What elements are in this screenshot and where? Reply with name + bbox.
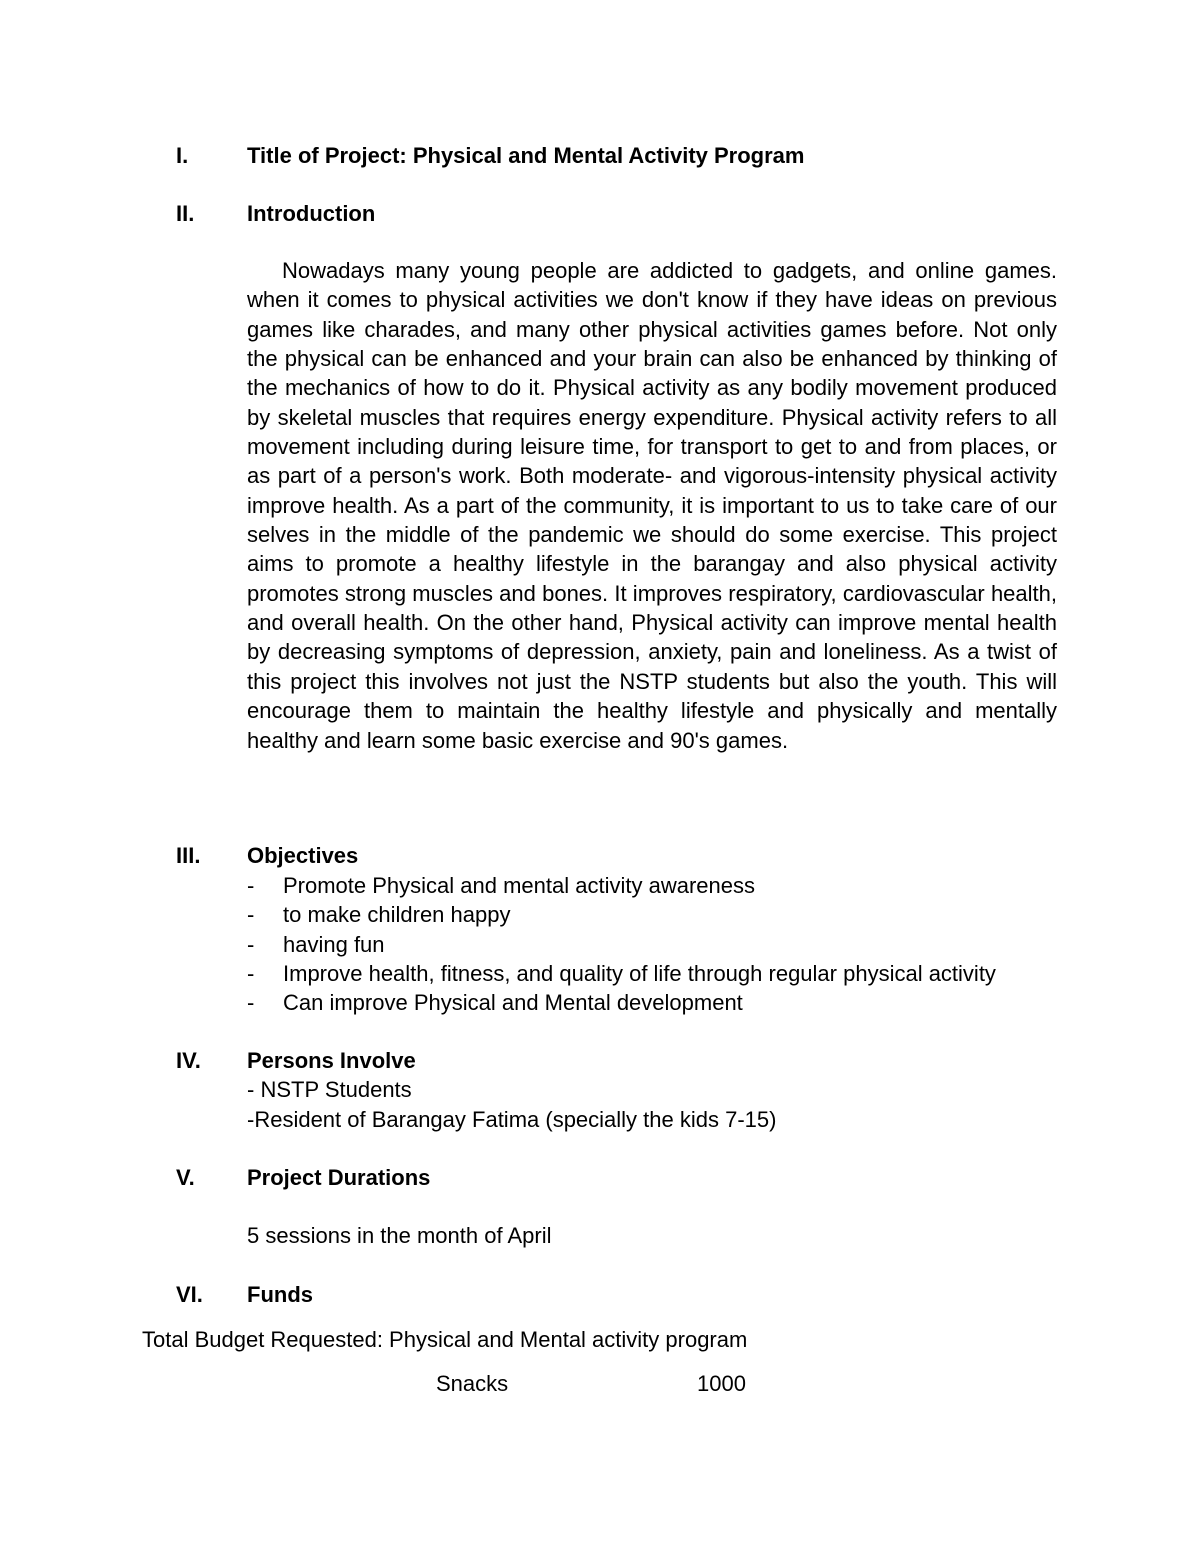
dash-bullet: - (247, 961, 255, 987)
section-heading: Persons Involve (247, 1048, 416, 1073)
introduction-paragraph: Nowadays many young people are addicted to gadgets, and online games. when it comes to physical activities we don't know if they have ideas on previous games like charades, and many other physical activities games before. Not only the physical can be enhanced and your brain can also be enhanced by thinking of the mechanics of how to do it. Physical activity as any bodily movement produced by skeletal muscles that requires energy expenditure. Physical activity refers to all movement including during leisure time, for transport to get to and from places, or as part of a person's work. Both moderate- and vigorous-intensity physical activity improve health. As a part of the community, it is important to us to take care of our selves in the middle of the pandemic we should do some exercise. This project aims to promote a healthy lifestyle in the barangay and also physical activity promotes strong muscles and bones. It improves respiratory, cardiovascular health, and overall health. On the other hand, Physical activity can improve mental health by decreasing symptoms of depression, anxiety, pain and loneliness. As a twist of this project this involves not just the NSTP students but also the youth. This will encourage them to maintain the healthy lifestyle and physically and mentally healthy and learn some basic exercise and 90's games. (247, 258, 1057, 753)
budget-item-amount: 1000 (697, 1371, 746, 1396)
person-item-nstp: - NSTP Students (247, 1077, 412, 1102)
dash-bullet: - (247, 931, 255, 957)
section-title-of-project (0, 141, 1200, 171)
section-numeral: II. (176, 201, 195, 226)
section-heading: Title of Project: Physical and Mental Activity Program (247, 143, 805, 168)
dash-bullet: - (247, 873, 255, 898)
budget-item-label: Snacks (436, 1371, 509, 1396)
section-heading: Funds (247, 1282, 313, 1307)
section-objectives (0, 841, 1200, 871)
objective-text: Can improve Physical and Mental development (283, 990, 743, 1016)
section-numeral: VI. (176, 1282, 203, 1307)
person-item-residents: -Resident of Barangay Fatima (specially the kids 7-15) (247, 1107, 777, 1132)
section-numeral: V. (176, 1165, 195, 1190)
list-item (247, 900, 996, 929)
objective-text: to make children happy (283, 902, 511, 928)
list-item (247, 930, 996, 959)
list-item (247, 988, 996, 1017)
objectives-list (247, 871, 996, 1018)
dash-bullet: - (247, 990, 255, 1016)
section-persons-involve (0, 1046, 1200, 1076)
objective-text: Promote Physical and mental activity awareness (283, 873, 755, 898)
section-heading: Introduction (247, 201, 376, 226)
objective-text: having fun (283, 931, 385, 957)
duration-text: 5 sessions in the month of April (247, 1223, 552, 1248)
objective-text: Improve health, fitness, and quality of life through regular physical activity (283, 961, 996, 987)
dash-bullet: - (247, 902, 255, 928)
list-item (247, 871, 996, 900)
list-item (247, 959, 996, 988)
section-heading: Objectives (247, 843, 359, 868)
section-heading: Project Durations (247, 1165, 431, 1190)
budget-title: Total Budget Requested: Physical and Mental activity program (142, 1327, 748, 1352)
section-project-durations (0, 1163, 1200, 1193)
section-numeral: III. (176, 843, 201, 868)
section-funds (0, 1280, 1200, 1310)
section-introduction (0, 199, 1200, 229)
section-numeral: I. (176, 143, 189, 168)
section-numeral: IV. (176, 1048, 201, 1073)
